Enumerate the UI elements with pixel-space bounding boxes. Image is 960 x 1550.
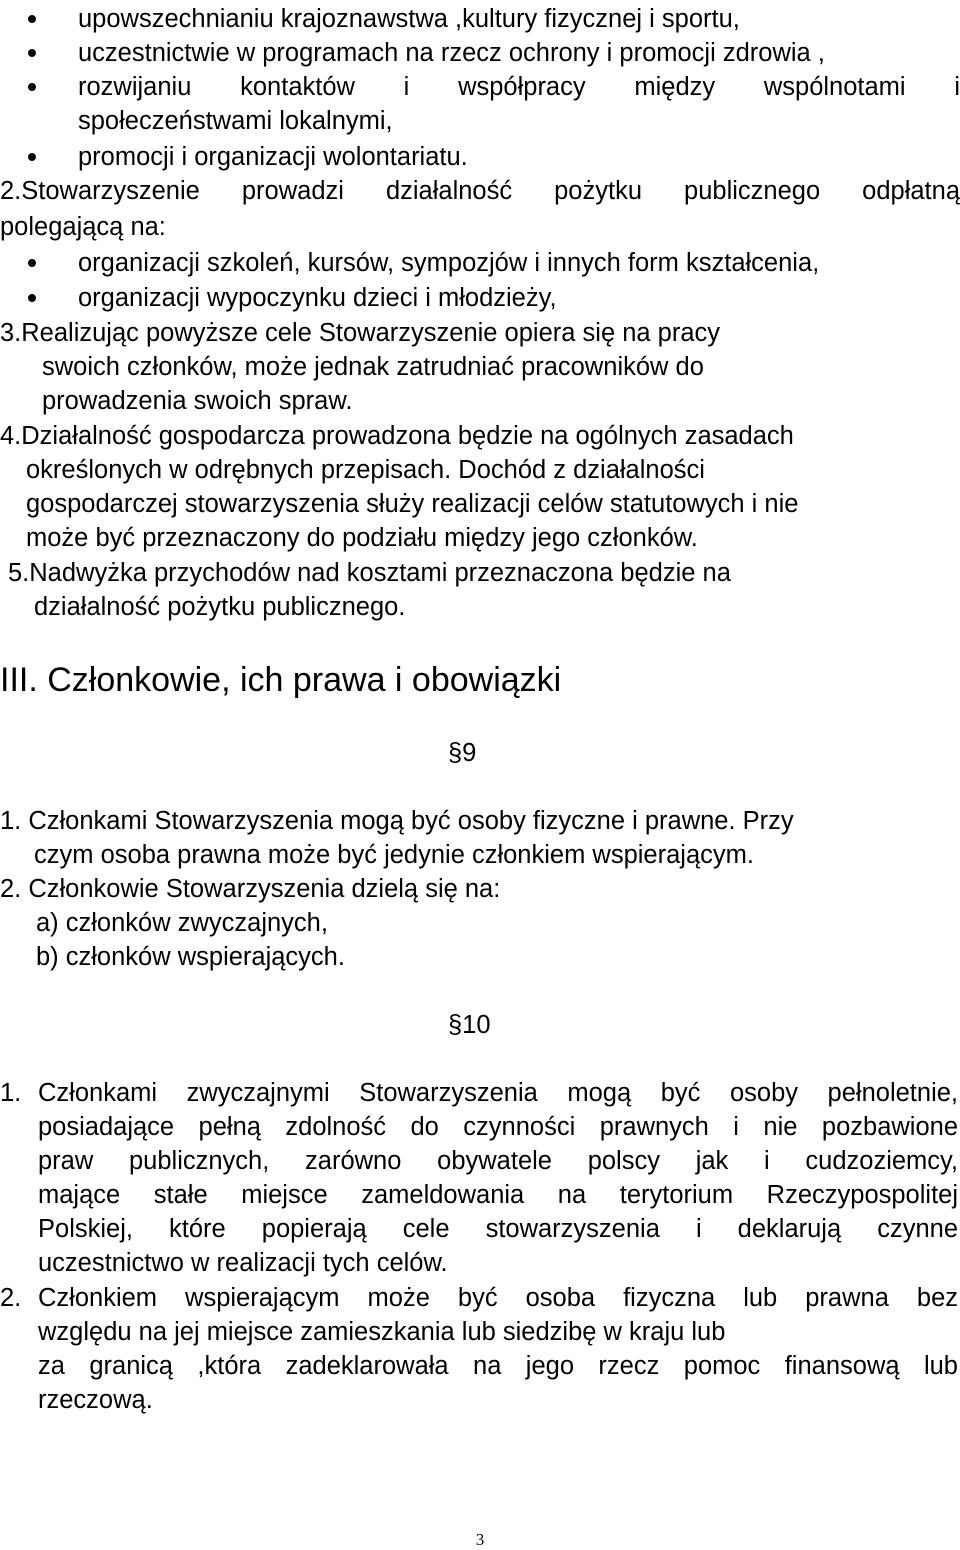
paragraph-item-3-cont: swoich członków, może jednak zatrudniać pracowników do (42, 353, 704, 381)
page-number: 3 (475, 1530, 485, 1549)
para10-point-1-line: praw publicznych, zarówno obywatele polscy jak i cudzoziemcy, (38, 1147, 958, 1175)
document-page: upowszechnianiu krajoznawstwa ,kultury fizycznej i sportu, uczestnictwie w programach na rzecz ochrony i promocji zdrowia , rozwijaniu kontaktów i współpracy między wspólnotami i społeczeństwami lokalnymi, promocji i organizacji wolontariatu. 2.Stowarzyszenie prowadzi działalność pożytku publicznego odpłatną polegającą na: organizacji szkoleń, kursów, sympozjów i innych form kształcenia, organizacji wypoczynku dzieci i młodzieży, 3.Realizując powyższe cele Stowarzyszenie opiera się na pracy swoich członków, może jednak zatrudniać pracowników do prowadzenia swoich spraw. 4.Działalność gospodarcza prowadzona będzie na ogólnych zasadach określonych w odrębnych przepisach. Dochód z działalności gospodarczej stowarzyszenia służy realizacji celów statutowych i nie może być przeznaczony do podziału między jego członków. 5.Nadwyżka przychodów nad kosztami przeznaczona będzie na działalność pożytku publicznego. III. Członkowie, ich prawa i obowiązki §9 1. Członkami Stowarzyszenia mogą być osoby fizyczne i prawne. Przy czym osoba prawna może być jedynie członkiem wspierającym. 2. Członkowie Stowarzyszenia dzielą się na: a) członków zwyczajnych, b) członków wspierających. §10 1. Członkami zwyczajnymi Stowarzyszenia mogą być osoby pełnoletnie, posiadające pełną zdolność do czynności prawnych i nie pozbawione praw publicznych, zarówno obywatele polscy jak i cudzoziemcy, mające stałe miejsce zameldowania na terytorium Rzeczypospolitej Polskiej, które popierają cele stowarzyszenia i deklarują czynne uczestnictwo w realizacji tych celów. 2. Członkiem wspierającym może być osoba fizyczna lub prawna bez względu na jej miejsce zamieszkania lub siedzibę w kraju lub za granicą ,która zadeklarowała na jego rzecz pomoc finansową lub rzeczową. 3 (0, 5, 960, 1549)
paragraph-item-4-cont: może być przeznaczony do podziału między jego członków. (26, 524, 698, 552)
para10-point-1-line: Polskiej, które popierają cele stowarzyszenia i deklarują czynne (38, 1215, 958, 1243)
para10-point-2-line: Członkiem wspierającym może być osoba fizyczna lub prawna bez (38, 1284, 958, 1312)
para10-point-2-line: względu na jej miejsce zamieszkania lub siedzibę w kraju lub (38, 1318, 726, 1346)
paragraph-sign: §9 (448, 739, 477, 767)
list-item-continuation: społeczeństwami lokalnymi, (78, 107, 393, 135)
para10-point-2-line: rzeczową. (38, 1386, 153, 1414)
para10-point-1-line: uczestnictwo w realizacji tych celów. (38, 1249, 448, 1277)
para9-point-1: 1. Członkami Stowarzyszenia mogą być osoby fizyczne i prawne. Przy (0, 807, 794, 835)
paragraph-item-4-cont: gospodarczej stowarzyszenia służy realizacji celów statutowych i nie (26, 490, 799, 518)
paragraph-item-2-cont: polegającą na: (0, 213, 166, 241)
paragraph-item-3-cont: prowadzenia swoich spraw. (42, 387, 353, 415)
paragraph-item-5-cont: działalność pożytku publicznego. (34, 593, 406, 621)
paragraph-item-4: 4.Działalność gospodarcza prowadzona będzie na ogólnych zasadach (0, 422, 794, 450)
para10-point-1-line: mające stałe miejsce zameldowania na terytorium Rzeczypospolitej (38, 1181, 958, 1209)
paragraph-item-4-cont: określonych w odrębnych przepisach. Dochód z działalności (26, 456, 705, 484)
para10-point-2-number: 2. (0, 1284, 22, 1312)
para9-point-1-cont: czym osoba prawna może być jedynie członkiem wspierającym. (34, 841, 754, 869)
para10-point-1-number: 1. (0, 1079, 22, 1107)
paragraph-item-3: 3.Realizując powyższe cele Stowarzyszenie opiera się na pracy (0, 319, 721, 347)
para10-point-1-line: Członkami zwyczajnymi Stowarzyszenia mogą być osoby pełnoletnie, (38, 1079, 958, 1107)
paragraph-sign: §10 (448, 1011, 491, 1039)
para9-point-2: 2. Członkowie Stowarzyszenia dzielą się na: (0, 875, 501, 903)
paragraph-item-5: 5.Nadwyżka przychodów nad kosztami przeznaczona będzie na (8, 559, 731, 587)
para10-point-2-line: za granicą ,która zadeklarowała na jego rzecz pomoc finansową lub (38, 1352, 958, 1380)
para9-subpoint-a: a) członków zwyczajnych, (36, 909, 328, 937)
paragraph-item-2: 2.Stowarzyszenie prowadzi działalność pożytku publicznego odpłatną (0, 177, 960, 205)
section-heading: III. Członkowie, ich prawa i obowiązki (0, 661, 562, 699)
para10-point-1-line: posiadające pełną zdolność do czynności prawnych i nie pozbawione (38, 1113, 958, 1141)
para9-subpoint-b: b) członków wspierających. (36, 943, 345, 971)
